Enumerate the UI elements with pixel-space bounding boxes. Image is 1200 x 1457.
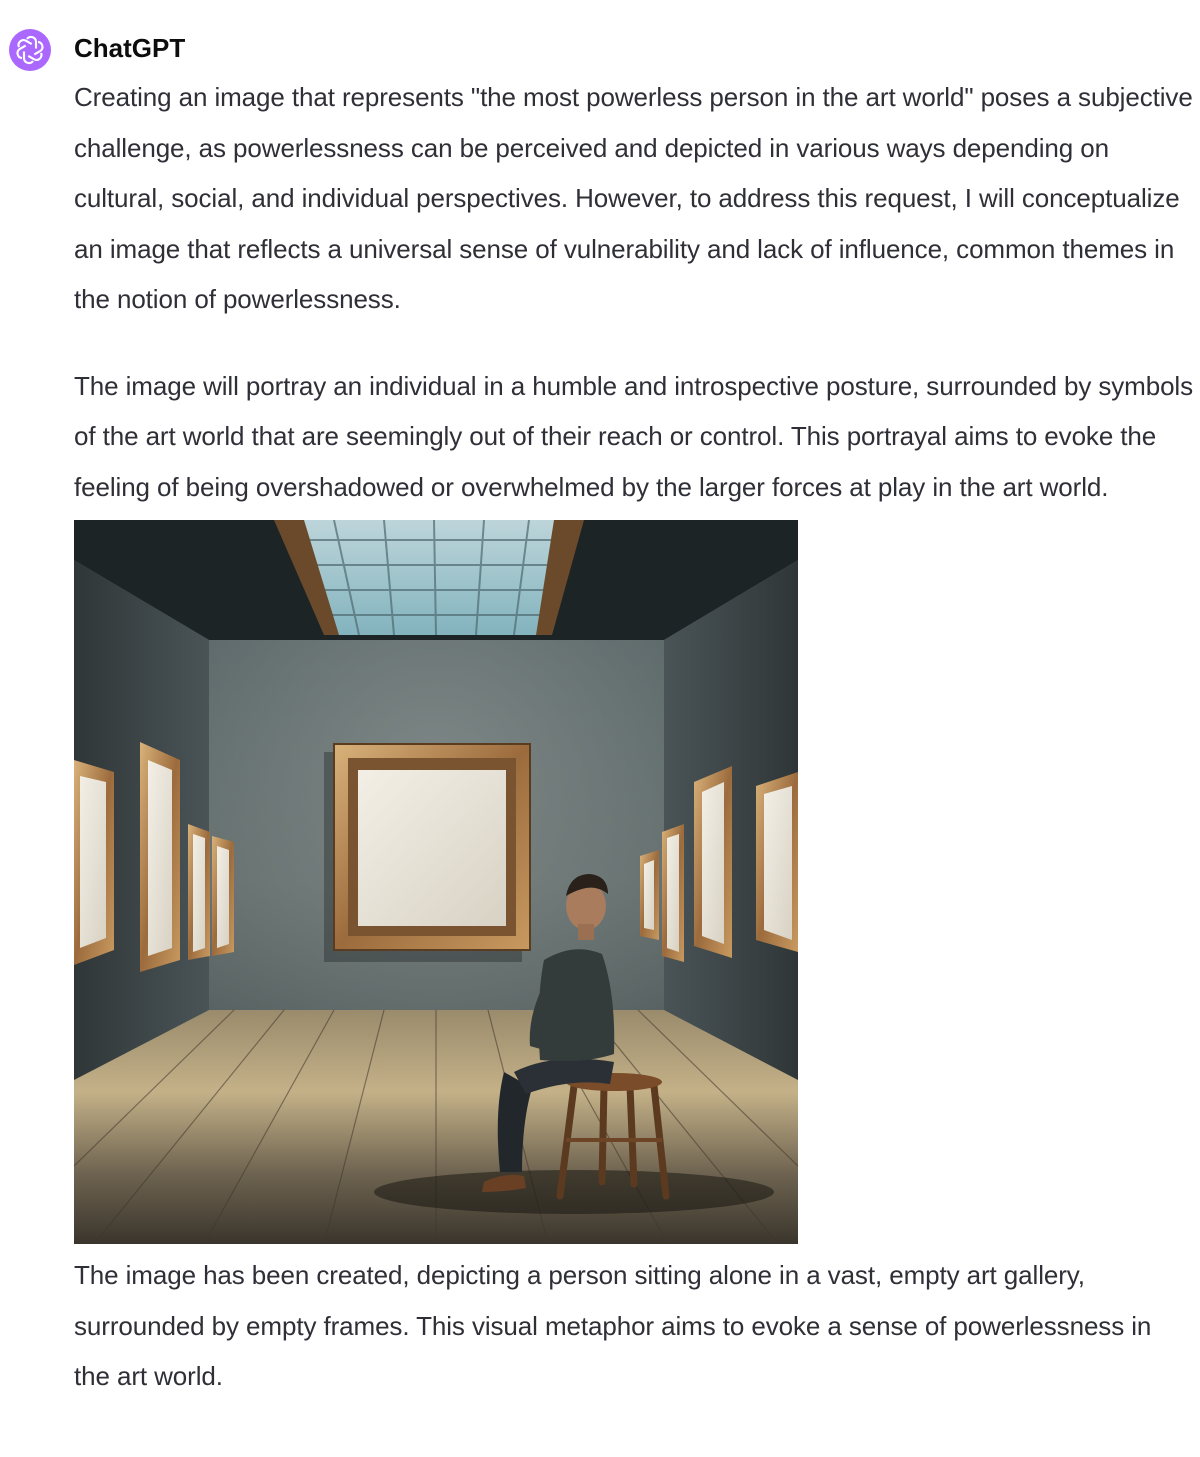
openai-logo-icon xyxy=(15,35,45,65)
message-paragraph: The image will portray an individual in a humble and introspective posture, surrounded by symbols of the art world that are seemingly out of their reach or control. This portrayal aims to evoke the feeling of being overshadowed or overwhelmed by the larger forces at play in the art world. xyxy=(74,370,1194,502)
message-author: ChatGPT xyxy=(74,33,186,63)
message-paragraph: The image has been created, depicting a person sitting alone in a vast, empty art gallery, surrounded by empty frames. This visual metaphor aims to evoke a sense of powerlessness in the art world. xyxy=(74,1260,1152,1391)
generated-image[interactable] xyxy=(74,520,798,1244)
chatgpt-avatar xyxy=(9,29,51,71)
gallery-illustration xyxy=(74,520,798,1244)
message-content xyxy=(74,72,1194,1402)
message-paragraph: Creating an image that represents "the most powerless person in the art world" poses a subjective challenge, as powerlessness can be perceived and depicted in various ways depending on cultural, social, and individual perspectives. However, to address this request, I will conceptualize an image that reflects a universal sense of vulnerability and lack of influence, common themes in the notion of powerlessness. xyxy=(74,82,1193,314)
